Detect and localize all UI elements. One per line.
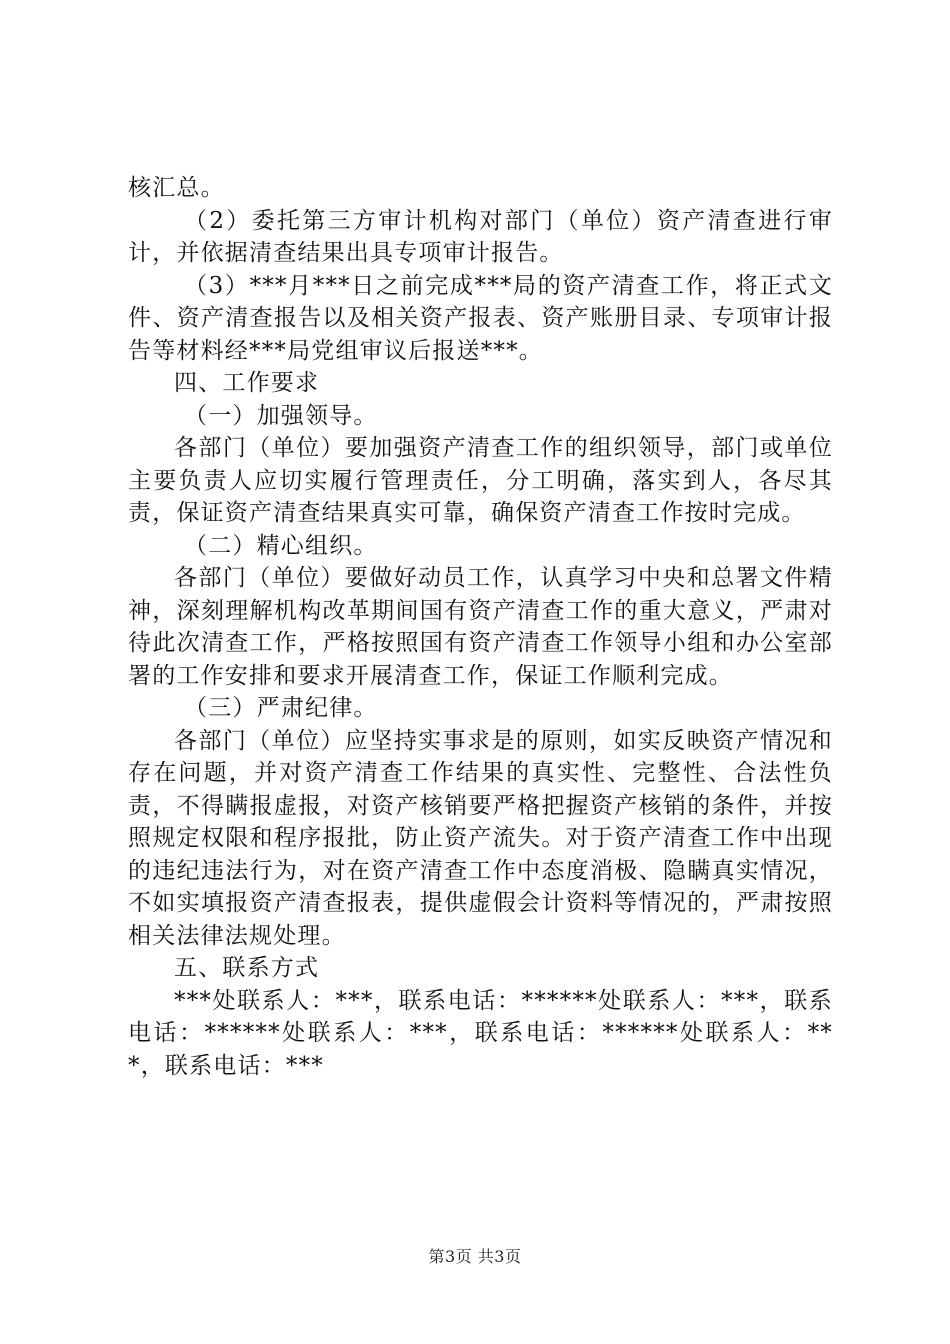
- subheading-leadership: （一）加强领导。: [184, 402, 378, 429]
- page-number-footer: 第3页 共3页: [428, 1247, 522, 1266]
- subheading-discipline: （三）严肃纪律。: [184, 695, 378, 721]
- paragraph-leadership: 各部门（单位）要加强资产清查工作的组织领导，部门或单位主要负责人应切实履行管理责任，分工明确，落实到人，各尽其责，保证资产清查结果真实可靠，确保资产清查工作按时完成。: [128, 435, 833, 526]
- paragraph-item-2: （2）委托第三方审计机构对部门（单位）资产清查进行审计，并依据清查结果出具专项审计报告。: [128, 207, 833, 266]
- paragraph-item-3: （3）***月***日之前完成***局的资产清查工作，将正式文件、资产清查报告以及相关资产报表、资产账册目录、专项审计报告等材料经***局党组审议后报送***。: [128, 272, 833, 364]
- subheading-organization: （二）精心组织。: [184, 532, 378, 559]
- section-heading-contact: 五、联系方式: [174, 955, 320, 981]
- paragraph-organization: 各部门（单位）要做好动员工作，认真学习中央和总署文件精神，深刻理解机构改革期间国有资产清查工作的重大意义，严肃对待此次清查工作，严格按照国有资产清查工作领导小组和办公室部署的工作安排和要求开展清查工作，保证工作顺利完成。: [128, 565, 833, 689]
- paragraph-continuation: 核汇总。: [128, 175, 225, 201]
- paragraph-contact: ***处联系人：***，联系电话：******处联系人：***，联系电话：******处联系人：***，联系电话：******处联系人：***，联系电话：***: [128, 987, 833, 1079]
- document-body: [128, 172, 833, 1082]
- section-heading-work-requirements: 四、工作要求: [174, 370, 320, 396]
- paragraph-discipline: 各部门（单位）应坚持实事求是的原则，如实反映资产情况和存在问题，并对资产清查工作结果的真实性、完整性、合法性负责，不得瞒报虚报，对资产核销要严格把握资产核销的条件，并按照规定权限和程序报批，防止资产流失。对于资产清查工作中出现的违纪违法行为，对在资产清查工作中态度消极、隐瞒真实情况，不如实填报资产清查报表，提供虚假会计资料等情况的，严肃按照相关法律法规处理。: [128, 727, 833, 949]
